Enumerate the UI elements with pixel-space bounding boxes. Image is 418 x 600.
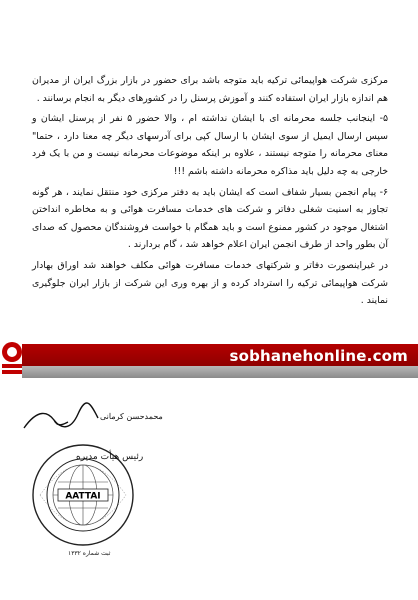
seal-registration: ثبت شماره ۱۳۳۲	[68, 550, 111, 557]
signatory-title: رئیس هیأت مدیره	[76, 452, 144, 462]
paragraph-item-6: ۶- پیام انجمن بسیار شفاف است که ایشان باید به دفتر مرکزی خود منتقل نمایند ، هر گونه تجاوز به اسنیت شغلی دفاتر و شرکت های خدمات مسافرت هوائی و به مخاطره انداختن اشتغال موجود در کشور ممنوع است و باید همگام با خواست فروشندگان محصول که صدای آن بطور واحد از طرف انجمن ایران اعلام خواهد شد ، گام بردارند .	[32, 186, 388, 251]
banner-url[interactable]: sobhanehonline.com	[229, 347, 408, 365]
website-banner	[0, 338, 418, 384]
seal-code: AATTAI	[65, 491, 101, 502]
signatory-name: محمدحسن کرمانی	[100, 412, 163, 421]
paragraph-intro: مرکزی شرکت هواپیمائی ترکیه باید متوجه باشد برای حضور در بازار بزرگ ایران از مدیران هم اندازه بازار ایران استفاده کنند و آموزش پرسنل را در کشورهای دیگر به انجام برسانند .	[32, 75, 388, 104]
banner-grey-bar	[22, 366, 418, 378]
banner-red-bar	[22, 344, 418, 366]
signature-block	[18, 398, 168, 568]
paragraph-conclusion: در غیراینصورت دفاتر و شرکتهای خدمات مسافرت هوائی مکلف خواهند شد اوراق بهادار شرکت هواپیمائی ترکیه را استرداد کرده و از بهره وری این شرکت از بازار ایران جلوگیری نمایند .	[32, 259, 388, 307]
letter-body	[32, 72, 388, 313]
paragraph-item-5: ۵- اینجانب جلسه محرمانه ای با ایشان نداشته ام ، والا حضور ۵ نفر از پرسنل ایشان و سپس ارسال ایمیل از سوی ایشان با ارسال کپی برای آدرسهای دیگر چه معنا دارد ، حتما" معنای محرمانه را متوجه نیستند ، علاوه بر اینکه موضوعات محرمانه نیست و من با یک فرد خارجی به چه دلیل باید مذاکره محرمانه داشته باشم !!!	[32, 113, 388, 177]
